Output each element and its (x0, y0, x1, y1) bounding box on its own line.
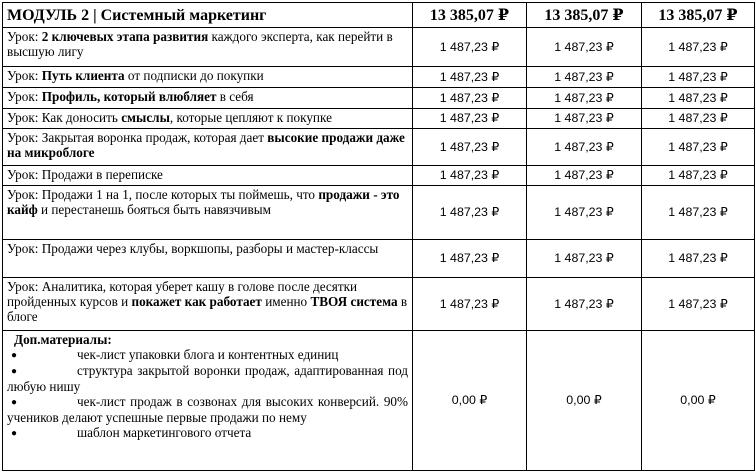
lesson-title-text: Урок: Закрытая воронка продаж, которая дает (7, 130, 268, 145)
lesson-row (3, 278, 755, 331)
lesson-price-3: 1 487,23 ₽ (642, 28, 755, 67)
lesson-price-2: 1 487,23 ₽ (527, 67, 642, 88)
lesson-price-3: 1 487,23 ₽ (642, 67, 755, 88)
lesson-price-1: 1 487,23 ₽ (413, 166, 527, 186)
lesson-price-2: 1 487,23 ₽ (527, 166, 642, 186)
lesson-title-text: Урок: Продажи через клубы, воркшопы, разборы и мастер-классы (7, 241, 379, 256)
lesson-row (3, 129, 755, 166)
lesson-title-emphasis: ТВОЯ система (310, 294, 398, 309)
module-total-1: 13 385,07 ₽ (413, 3, 527, 28)
lesson-title-text: Урок: (7, 68, 42, 83)
lesson-title (3, 67, 413, 88)
materials-item (7, 425, 408, 441)
materials-item-text: чек-лист упаковки блога и контентных единиц (77, 347, 339, 362)
bullet-icon: ● (11, 366, 18, 377)
lesson-title-text: Урок: (7, 89, 42, 104)
lesson-title-emphasis: Профиль, который влюбляет (41, 89, 217, 104)
module-title: МОДУЛЬ 2 | Системный маркетинг (3, 3, 413, 28)
lesson-title-text: в себя (216, 89, 254, 104)
lesson-row (3, 109, 755, 129)
materials-item-text: чек-лист продаж в созвонах для высоких конверсий. 90% учеников делают успешные первые продажи по нему (7, 394, 408, 425)
lesson-row (3, 186, 755, 240)
lesson-price-3: 1 487,23 ₽ (642, 88, 755, 109)
lesson-price-3: 1 487,23 ₽ (642, 278, 755, 331)
lesson-price-1: 1 487,23 ₽ (413, 109, 527, 129)
lesson-title-text: именно (261, 294, 311, 309)
lesson-price-1: 1 487,23 ₽ (413, 240, 527, 278)
module-total-2: 13 385,07 ₽ (527, 3, 642, 28)
lesson-title-text: Урок: Как доносить (7, 110, 122, 125)
lesson-title-text: от подписки до покупки (124, 68, 264, 83)
lesson-price-2: 1 487,23 ₽ (527, 109, 642, 129)
lesson-price-2: 1 487,23 ₽ (527, 28, 642, 67)
materials-row (3, 331, 755, 471)
lesson-price-2: 1 487,23 ₽ (527, 186, 642, 240)
bullet-icon: ● (11, 350, 18, 361)
lesson-price-2: 1 487,23 ₽ (527, 278, 642, 331)
lesson-title (3, 109, 413, 129)
lesson-title (3, 278, 413, 331)
lesson-price-3: 1 487,23 ₽ (642, 240, 755, 278)
lesson-price-3: 1 487,23 ₽ (642, 166, 755, 186)
materials-cell (3, 331, 413, 471)
lesson-row (3, 166, 755, 186)
materials-item-text: структура закрытой воронки продаж, адаптированная под любую нишу (7, 363, 408, 394)
lesson-title-emphasis: смыслы (121, 110, 170, 125)
lesson-price-2: 1 487,23 ₽ (527, 240, 642, 278)
lesson-price-3: 1 487,23 ₽ (642, 186, 755, 240)
lesson-title-text: Урок: Аналитика, которая уберет кашу в голове после десятки пройденных курсов и (7, 279, 358, 309)
lesson-price-1: 1 487,23 ₽ (413, 88, 527, 109)
lesson-title-emphasis: высокие продажи даже на микроблоге (7, 130, 405, 160)
lesson-title-text: в блоге (7, 294, 408, 324)
lesson-title-text: , которые цепляют к покупке (169, 110, 332, 125)
lesson-title-text: Урок: (7, 29, 42, 44)
pricing-table (2, 2, 755, 471)
lesson-price-1: 1 487,23 ₽ (413, 129, 527, 166)
lesson-title (3, 186, 413, 240)
lesson-price-2: 1 487,23 ₽ (527, 88, 642, 109)
lesson-title (3, 240, 413, 278)
materials-price-2: 0,00 ₽ (527, 331, 642, 471)
materials-item (7, 363, 408, 394)
lesson-title-text: и перестанешь бояться быть навязчивым (37, 202, 271, 217)
lesson-row (3, 28, 755, 67)
materials-price-1: 0,00 ₽ (413, 331, 527, 471)
materials-item-text: шаблон маркетингового отчета (77, 425, 252, 440)
lesson-price-1: 1 487,23 ₽ (413, 278, 527, 331)
bullet-icon: ● (11, 428, 18, 439)
lesson-title (3, 28, 413, 67)
lesson-title-text: каждого эксперта, как перейти в высшую лигу (7, 29, 393, 59)
lesson-row (3, 240, 755, 278)
lesson-title-emphasis: Путь клиента (41, 68, 125, 83)
lesson-title (3, 129, 413, 166)
lesson-title (3, 166, 413, 186)
lesson-row (3, 67, 755, 88)
lesson-price-2: 1 487,23 ₽ (527, 129, 642, 166)
module-total-3: 13 385,07 ₽ (642, 3, 755, 28)
lesson-row (3, 88, 755, 109)
lesson-price-1: 1 487,23 ₽ (413, 28, 527, 67)
materials-list (7, 347, 408, 441)
module-header-row (3, 3, 755, 28)
lesson-title-emphasis: 2 ключевых этапа развития (41, 29, 209, 44)
materials-price-3: 0,00 ₽ (642, 331, 755, 471)
materials-item (7, 394, 408, 425)
lesson-title-emphasis: продажи - это кайф (7, 187, 400, 217)
lesson-price-3: 1 487,23 ₽ (642, 109, 755, 129)
lesson-price-1: 1 487,23 ₽ (413, 67, 527, 88)
materials-title: Доп.материалы: (14, 332, 112, 347)
lesson-title-text: Урок: Продажи 1 на 1, после которых ты поймешь, что (7, 187, 319, 202)
bullet-icon: ● (11, 397, 18, 408)
lesson-title (3, 88, 413, 109)
lesson-title-emphasis: покажет как работает (131, 294, 262, 309)
lesson-price-3: 1 487,23 ₽ (642, 129, 755, 166)
lesson-title-text: Урок: Продажи в переписке (7, 167, 163, 182)
lesson-price-1: 1 487,23 ₽ (413, 186, 527, 240)
materials-item (7, 347, 408, 363)
